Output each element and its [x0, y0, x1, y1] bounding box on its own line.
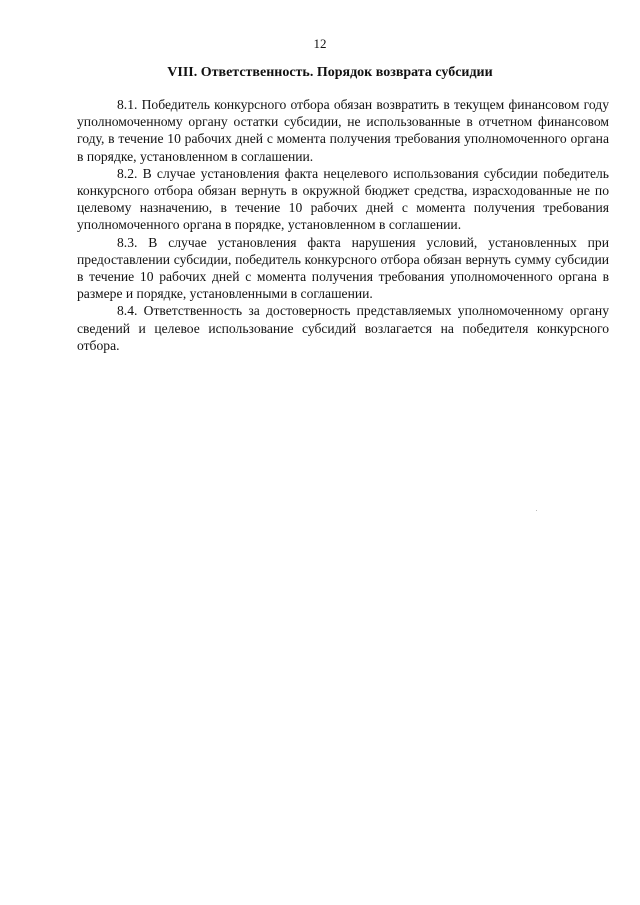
page-number: 12	[313, 36, 327, 51]
paragraph-8-4: 8.4. Ответственность за достоверность представляемых уполномоченному органу сведений и целевое использование субсидий возлагается на победителя конкурсного отбора.	[77, 303, 609, 353]
paragraph-8-3: 8.3. В случае установления факта нарушения условий, установленных при предоставлении субсидии, победитель конкурсного отбора обязан вернуть сумму субсидии в течение 10 рабочих дней с момента получения требования уполномоченного органа в размере и порядке, установленными в соглашении.	[77, 234, 609, 302]
paragraph-8-1: 8.1. Победитель конкурсного отбора обязан возвратить в текущем финансовом году уполномоченному органу остатки субсидии, не использованные в отчетном финансовом году, в течение 10 рабочих дней с момента получения требования уполномоченного органа в порядке, установленном в соглашении.	[77, 97, 609, 164]
scan-speck	[536, 510, 537, 511]
section-title: VIII. Ответственность. Порядок возврата субсидии	[167, 65, 493, 80]
section-body	[77, 96, 609, 354]
paragraph-8-2: 8.2. В случае установления факта нецелевого использования субсидии победитель конкурсного отбора обязан вернуть в окружной бюджет средства, израсходованные не по целевому назначению, в течение 10 рабочих дней с момента получения требования уполномоченного органа в порядке, установленном в соглашении.	[77, 165, 609, 233]
